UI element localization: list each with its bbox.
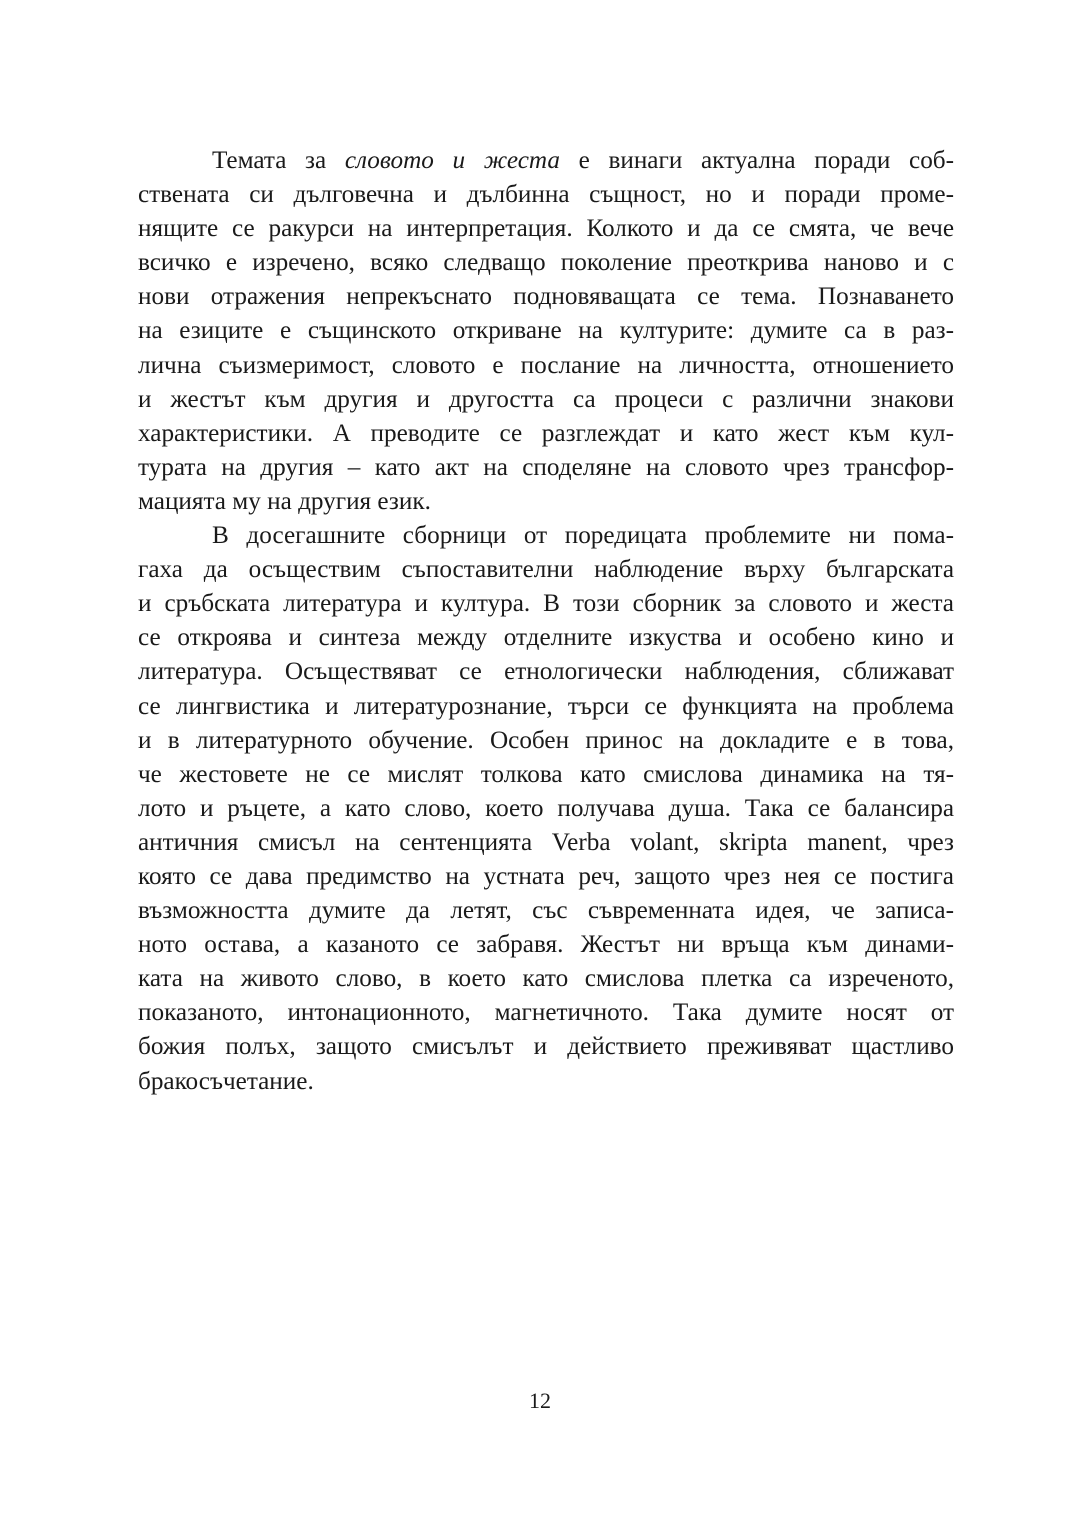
- text-line: [138, 724, 954, 758]
- text-line: [138, 349, 954, 383]
- text-segment: се лингвистика и литературознание, търси се функцията на проблема: [138, 692, 954, 720]
- text-segment: на езиците е същинското откриване на културите: думите са в раз-: [138, 317, 954, 345]
- text-segment: характеристики. А преводите се разглеждат и като жест към кул-: [138, 419, 954, 447]
- text-segment: и жестът към другия и другостта са процеси с различни знакови: [138, 385, 954, 413]
- text-segment: ното остава, а казаното се забравя. Жестът ни връща към динами-: [138, 931, 954, 959]
- italic-phrase: словото и жеста: [344, 147, 560, 174]
- text-line: [138, 826, 954, 860]
- paragraph: [138, 144, 954, 519]
- text-segment: показаното, интонационното, магнетичното. Така думите носят от: [138, 999, 954, 1027]
- text-line: [138, 1030, 954, 1064]
- text-line: [138, 144, 954, 178]
- text-segment: ката на живото слово, в което като смислова плетка са изреченото,: [138, 965, 954, 993]
- text-line: [138, 280, 954, 314]
- text-line: [138, 792, 954, 826]
- text-segment: Темата за: [212, 147, 345, 174]
- body-text: [138, 144, 954, 1099]
- text-segment: която се дава предимство на устната реч, защото чрез нея се постига: [138, 862, 954, 890]
- text-segment: всичко е изречено, всяко следващо поколение преоткрива наново и с: [138, 249, 954, 277]
- text-line: [138, 860, 954, 894]
- text-segment: гаха да осъществим съпоставителни наблюдение върху българската: [138, 556, 954, 584]
- text-segment: е винаги актуална поради соб-: [559, 147, 954, 174]
- text-line: [138, 212, 954, 246]
- text-segment: турата на другия – като акт на споделяне на словото чрез трансфор-: [138, 453, 954, 481]
- text-segment: лична съизмеримост, словото е послание на личността, отношението: [138, 351, 954, 379]
- text-line: [138, 621, 954, 655]
- page-number: 12: [529, 1388, 551, 1413]
- text-segment: възможността думите да летят, със съвременната идея, че записа-: [138, 897, 954, 925]
- text-segment: и сръбската литература и култура. В този сборник за словото и жеста: [138, 590, 954, 618]
- text-line: [138, 383, 954, 417]
- text-segment: божия полъх, защото смисълът и действието преживяват щастливо: [138, 1033, 954, 1061]
- text-line: [138, 690, 954, 724]
- text-line: [138, 178, 954, 212]
- text-line: [138, 246, 954, 280]
- text-line: [138, 314, 954, 348]
- text-segment: нящите се ракурси на интерпретация. Колкото и да се смята, че вече: [138, 215, 954, 243]
- text-line: [138, 485, 954, 519]
- text-line: [138, 553, 954, 587]
- text-segment: се откроява и синтеза между отделните изкуства и особено кино и: [138, 624, 954, 652]
- text-segment: В досегашните сборници от поредицата проблемите ни пома-: [212, 522, 954, 550]
- text-line: [138, 451, 954, 485]
- text-line: [138, 417, 954, 451]
- text-line: [138, 894, 954, 928]
- text-segment: ствената си дълговечна и дълбинна същност, но и поради проме-: [138, 181, 954, 209]
- text-segment: лото и ръцете, а като слово, което получава душа. Така се балансира: [138, 794, 954, 822]
- text-line: [138, 758, 954, 792]
- text-line: [138, 1065, 954, 1099]
- text-segment: бракосъчетание.: [138, 1067, 314, 1095]
- text-segment: че жестовете не се мислят толкова като смислова динамика на тя-: [138, 760, 954, 788]
- text-line: [138, 996, 954, 1030]
- text-line: [138, 519, 954, 553]
- text-line: [138, 587, 954, 621]
- text-line: [138, 928, 954, 962]
- text-segment: нови отражения непрекъснато подновяващата се тема. Познаването: [138, 283, 954, 311]
- text-line: [138, 962, 954, 996]
- paragraph: [138, 519, 954, 1099]
- text-segment: и в литературното обучение. Особен принос на докладите е в това,: [138, 726, 954, 754]
- text-segment: мацията му на другия език.: [138, 487, 431, 515]
- text-segment: литература. Осъществяват се етнологически наблюдения, сближават: [138, 658, 954, 686]
- text-segment: античния смисъл на сентенцията Verba volant, skripta manent, чрез: [138, 828, 954, 856]
- text-line: [138, 655, 954, 689]
